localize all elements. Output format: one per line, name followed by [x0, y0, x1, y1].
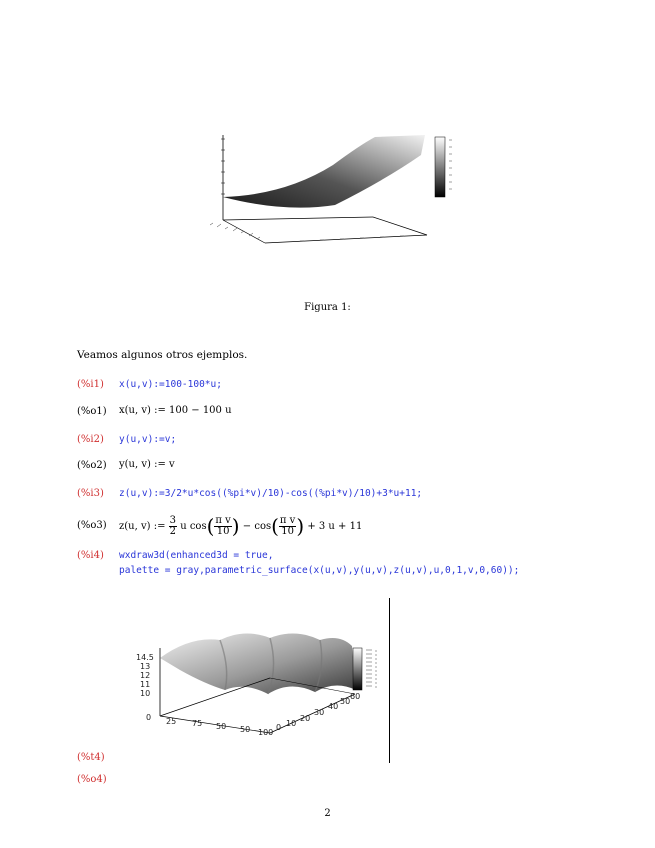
figure-caption: Figura 1: — [304, 302, 351, 313]
v-tick-label: 30 — [314, 708, 325, 717]
axis-line — [223, 220, 265, 243]
v-tick-label: 60 — [350, 692, 361, 701]
fraction: $\frac{\text{π v}}{10}$ — [215, 514, 231, 537]
input-label: (%i4) — [77, 550, 104, 561]
z-tick-label: 0 — [146, 713, 152, 722]
fraction: $\frac{3}{2}$ — [169, 514, 177, 537]
colorbar — [353, 648, 362, 690]
math-lhs: z(u, v) := — [119, 520, 166, 532]
math-term: − cos — [242, 520, 272, 532]
intro-paragraph: Veamos algunos otros ejemplos. — [77, 349, 248, 361]
surface-shape — [223, 135, 425, 208]
axis-tick-marks — [210, 223, 404, 241]
u-tick-label: 75 — [192, 719, 203, 728]
output-bracket-line — [389, 598, 390, 763]
math-term: + 3 u + 11 — [307, 520, 363, 532]
colorbar-ticks — [366, 650, 376, 688]
input-code: wxdraw3d(enhanced3d = true, — [119, 550, 274, 561]
input-label: (%i3) — [77, 488, 104, 499]
fraction: $\frac{\text{π v}}{10}$ — [279, 514, 296, 537]
v-tick-label: 40 — [328, 702, 339, 711]
output-math: y(u, v) := v — [119, 459, 175, 470]
z-tick-label: 13 — [140, 662, 151, 671]
output-label: (%o1) — [77, 406, 107, 417]
output-label: (%t4) — [77, 752, 105, 763]
u-tick-label: 50 — [240, 725, 251, 734]
output-math: x(u, v) := 100 − 100 u — [119, 405, 232, 416]
z-tick-label: 10 — [140, 689, 151, 698]
v-tick-label: 20 — [300, 714, 311, 723]
z-tick-label: 12 — [140, 671, 151, 680]
u-tick-label: 50 — [216, 722, 227, 731]
surface-shape — [160, 633, 356, 694]
input-code: z(u,v):=3/2*u*cos((%pi*v)/10)-cos((%pi*v)/10)+3*u+11; — [119, 488, 423, 499]
input-label: (%i1) — [77, 379, 104, 390]
math-term: u cos — [180, 520, 207, 532]
figure-2-plot — [120, 598, 395, 763]
input-code: palette = gray,parametric_surface(x(u,v),y(u,v),z(u,v),u,0,1,v,0,60)); — [119, 565, 520, 576]
z-tick-label: 14.5 — [136, 653, 154, 662]
v-tick-label: 0 — [276, 723, 282, 732]
z-tick-label: 11 — [140, 680, 151, 689]
input-code: x(u,v):=100-100*u; — [119, 379, 222, 390]
surface-plot-2 — [120, 598, 395, 763]
output-label: (%o4) — [77, 774, 107, 785]
input-label: (%i2) — [77, 434, 104, 445]
colorbar — [435, 137, 445, 197]
colorbar-ticks — [449, 140, 452, 189]
input-code: y(u,v):=v; — [119, 434, 177, 445]
output-label: (%o2) — [77, 460, 107, 471]
v-tick-label: 10 — [286, 719, 297, 728]
axis-line — [160, 716, 270, 733]
figure-1-plot — [195, 125, 465, 260]
u-tick-label: 25 — [166, 717, 177, 726]
surface-plot-1 — [195, 125, 465, 260]
page-number: 2 — [324, 808, 331, 819]
u-tick-label: 100 — [258, 728, 274, 737]
axis-line — [373, 217, 427, 235]
output-math-o3: z(u, v) := $\frac{3}{2}$ u cos ( $\frac{\text{π v}}{10}$ ) − cos ( $\frac{\text{π v}}{10}$ ) + 3 u + 11 — [119, 514, 363, 538]
axis-line — [223, 217, 373, 220]
v-tick-label: 50 — [340, 697, 351, 706]
output-label: (%o3) — [77, 520, 107, 531]
